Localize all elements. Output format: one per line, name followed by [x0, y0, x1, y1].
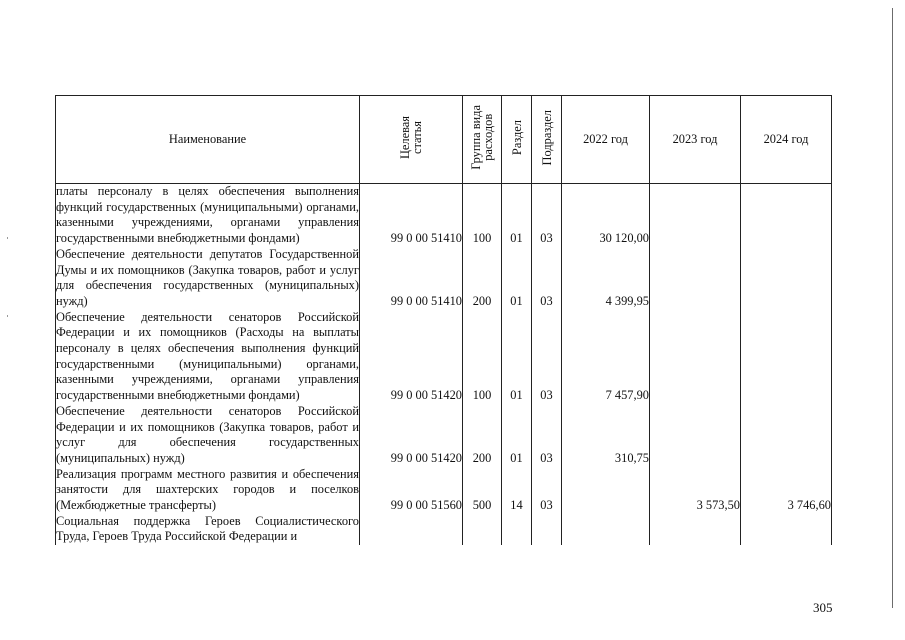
row-name: Социальная поддержка Героев Социалистического Труда, Героев Труда Российской Федерации и	[56, 513, 359, 544]
table-header-row	[56, 96, 832, 184]
row-amount-2022	[562, 467, 650, 514]
row-amount-2023: 3 573,50	[650, 467, 741, 514]
row-section: 14	[502, 467, 532, 514]
row-section: 01	[502, 310, 532, 404]
scan-mark	[7, 237, 8, 239]
header-2023: 2023 год	[650, 96, 741, 184]
row-expense-group: 500	[463, 467, 502, 514]
header-2024: 2024 год	[741, 96, 832, 184]
row-amount-2023	[650, 184, 741, 247]
row-subsection: 03	[532, 310, 562, 404]
row-target-article: 99 0 00 51410	[360, 184, 463, 247]
row-expense-group: 100	[463, 310, 502, 404]
row-amount-2023	[650, 404, 741, 467]
row-subsection: 03	[532, 184, 562, 247]
row-expense-group: 200	[463, 247, 502, 310]
row-expense-group	[463, 514, 502, 545]
table-row	[56, 247, 832, 310]
page-edge-line	[892, 8, 893, 608]
row-subsection	[532, 514, 562, 545]
header-target-article: Целевая статья	[360, 96, 463, 184]
row-amount-2023	[650, 514, 741, 545]
row-target-article: 99 0 00 51420	[360, 404, 463, 467]
header-section: Раздел	[502, 96, 532, 184]
row-amount-2022	[562, 514, 650, 545]
row-name: Обеспечение деятельности сенаторов Российской Федерации и их помощников (Закупка товаров, работ и услуг для обеспечения государственных (муниципальных) нужд)	[56, 403, 359, 465]
row-target-article	[360, 514, 463, 545]
row-expense-group: 200	[463, 404, 502, 467]
row-amount-2024	[741, 310, 832, 404]
row-name: Реализация программ местного развития и обеспечения занятости для шахтерских городов и поселков (Межбюджетные трансферты)	[56, 466, 359, 513]
header-name: Наименование	[56, 96, 360, 184]
header-expense-group: Группа вида расходов	[463, 96, 502, 184]
row-name: платы персоналу в целях обеспечения выполнения функций государственных (муниципальными) органами, казенными учреждениями, органами управления государственными внебюджетными фондами)	[56, 184, 359, 246]
row-target-article: 99 0 00 51560	[360, 467, 463, 514]
row-name: Обеспечение деятельности депутатов Государственной Думы и их помощников (Закупка товаров, работ и услуг для обеспечения государственных (муниципальных) нужд)	[56, 246, 359, 308]
row-amount-2024	[741, 514, 832, 545]
row-target-article: 99 0 00 51420	[360, 310, 463, 404]
row-amount-2024	[741, 247, 832, 310]
row-amount-2023	[650, 247, 741, 310]
table-row	[56, 310, 832, 404]
row-amount-2024	[741, 184, 832, 247]
row-section	[502, 514, 532, 545]
row-amount-2024	[741, 404, 832, 467]
row-subsection: 03	[532, 467, 562, 514]
row-name: Обеспечение деятельности сенаторов Российской Федерации и их помощников (Расходы на выплаты персоналу в целях обеспечения выполнения функций государственными (муниципальными) органами, казенными учреждениями, органами управления государственными внебюджетными фондами)	[56, 309, 359, 403]
table-row	[56, 514, 832, 545]
page-number: 305	[813, 600, 833, 615]
row-section: 01	[502, 247, 532, 310]
table-row	[56, 404, 832, 467]
row-amount-2023	[650, 310, 741, 404]
table-row	[56, 184, 832, 247]
row-amount-2022: 30 120,00	[562, 184, 650, 247]
scan-mark	[7, 315, 8, 317]
row-target-article: 99 0 00 51410	[360, 247, 463, 310]
header-subsection: Подраздел	[532, 96, 562, 184]
budget-table	[55, 95, 832, 545]
row-amount-2024: 3 746,60	[741, 467, 832, 514]
row-amount-2022: 310,75	[562, 404, 650, 467]
row-subsection: 03	[532, 247, 562, 310]
row-subsection: 03	[532, 404, 562, 467]
row-expense-group: 100	[463, 184, 502, 247]
row-section: 01	[502, 404, 532, 467]
header-2022: 2022 год	[562, 96, 650, 184]
row-amount-2022: 4 399,95	[562, 247, 650, 310]
row-section: 01	[502, 184, 532, 247]
row-amount-2022: 7 457,90	[562, 310, 650, 404]
table-row	[56, 467, 832, 514]
